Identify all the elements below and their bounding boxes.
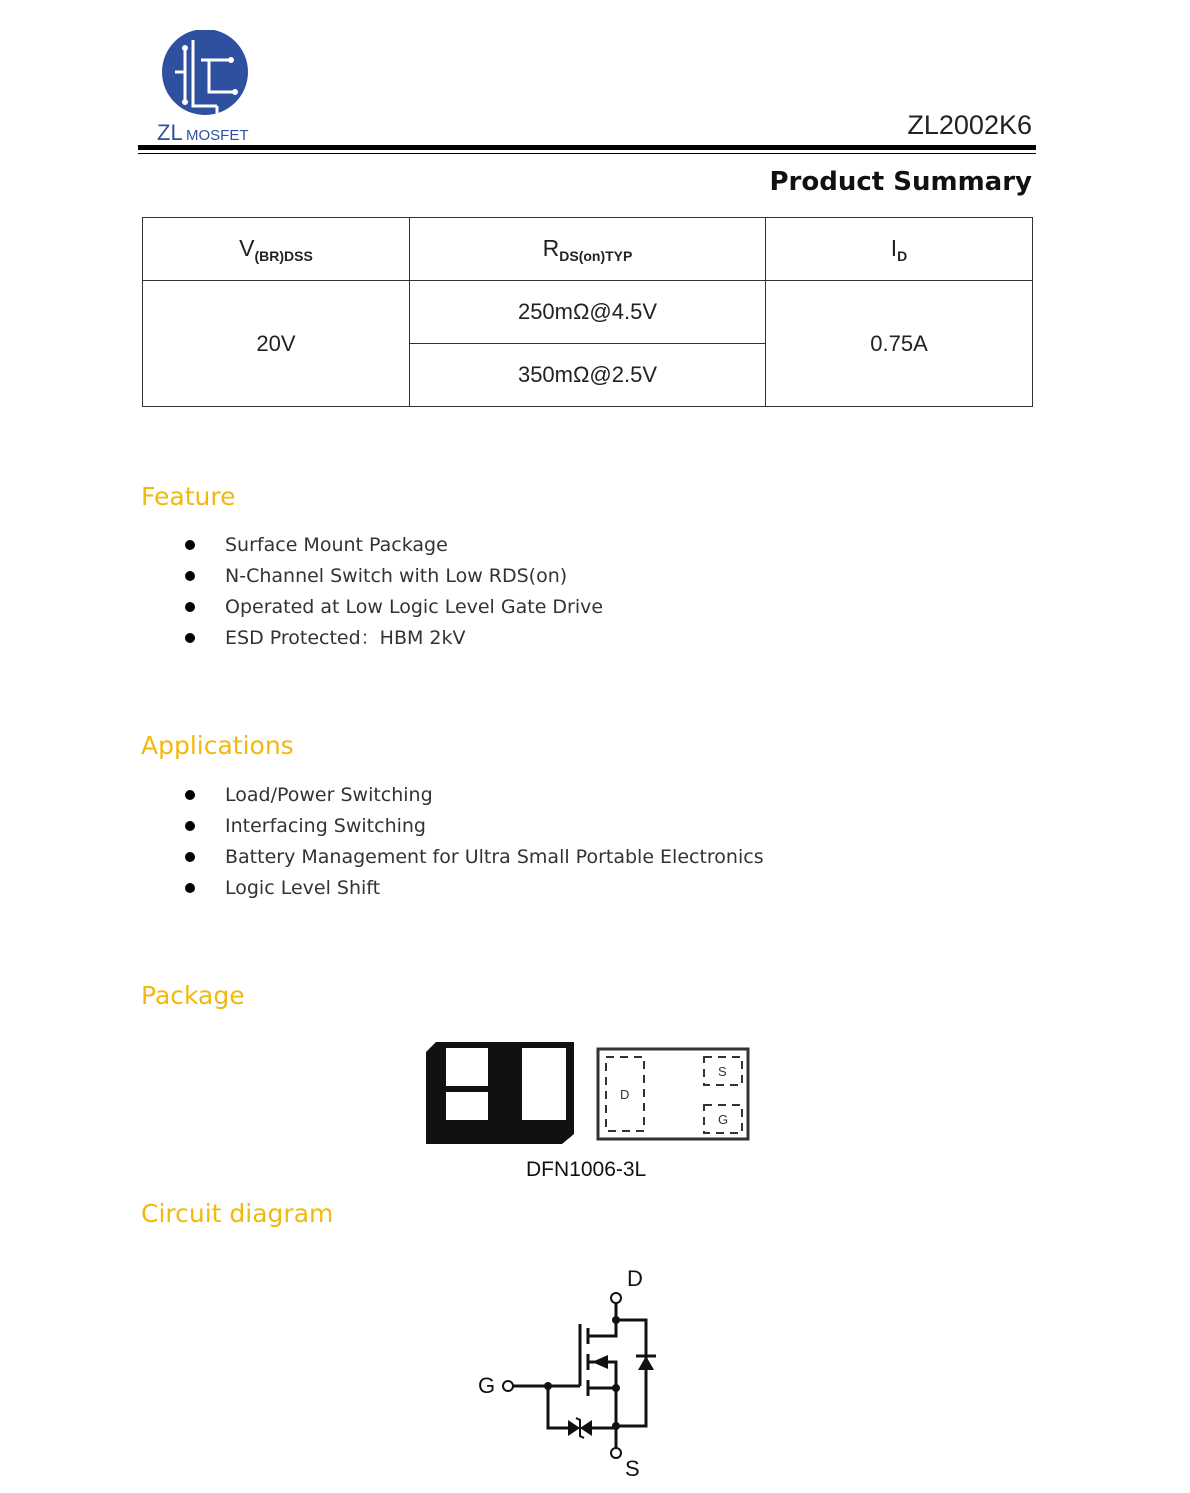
bullet-icon (185, 633, 195, 643)
package-footprint (596, 1047, 750, 1148)
svg-text:MOSFET: MOSFET (186, 127, 249, 144)
svg-text:D: D (620, 1087, 630, 1102)
mosfet-schematic (470, 1262, 690, 1487)
bullet-icon (185, 540, 195, 550)
company-logo (155, 30, 265, 145)
product-summary-table (142, 217, 1033, 407)
source-label: S (625, 1456, 640, 1481)
header-id: $I_D$ (766, 218, 1033, 281)
bullet-icon (185, 602, 195, 612)
applications-title: Applications (141, 731, 294, 760)
cell-vbrdss: 20V (143, 281, 410, 407)
table-header-row (143, 218, 1033, 281)
bullet-icon (185, 571, 195, 581)
cell-rdson-1: 250mΩ@4.5V (410, 281, 766, 344)
package-title: Package (141, 981, 245, 1010)
header-rule (138, 145, 1036, 150)
header-vbrdss: $V_{(BR)DSS}$ (143, 218, 410, 281)
cell-id: 0.75A (766, 281, 1033, 407)
feature-title: Feature (141, 482, 236, 511)
bullet-icon (185, 852, 195, 862)
gate-label: G (478, 1373, 496, 1398)
table-row (143, 281, 1033, 344)
header-rdson: $R_{DS(on)TYP}$ (410, 218, 766, 281)
svg-text:G: G (718, 1112, 729, 1127)
bullet-icon (185, 790, 195, 800)
circuit-title: Circuit diagram (141, 1199, 334, 1228)
svg-text:S: S (718, 1064, 727, 1079)
bullet-icon (185, 883, 195, 893)
package-top-view (426, 1040, 578, 1151)
header-rule-thin (138, 153, 1036, 154)
bullet-icon (185, 821, 195, 831)
product-summary-title: Product Summary (769, 167, 1032, 197)
drain-label: D (627, 1266, 643, 1291)
svg-text:ZL: ZL (157, 120, 183, 145)
part-number: ZL2002K6 (907, 110, 1032, 140)
cell-rdson-2: 350mΩ@2.5V (410, 344, 766, 407)
package-name: DFN1006-3L (526, 1158, 647, 1181)
